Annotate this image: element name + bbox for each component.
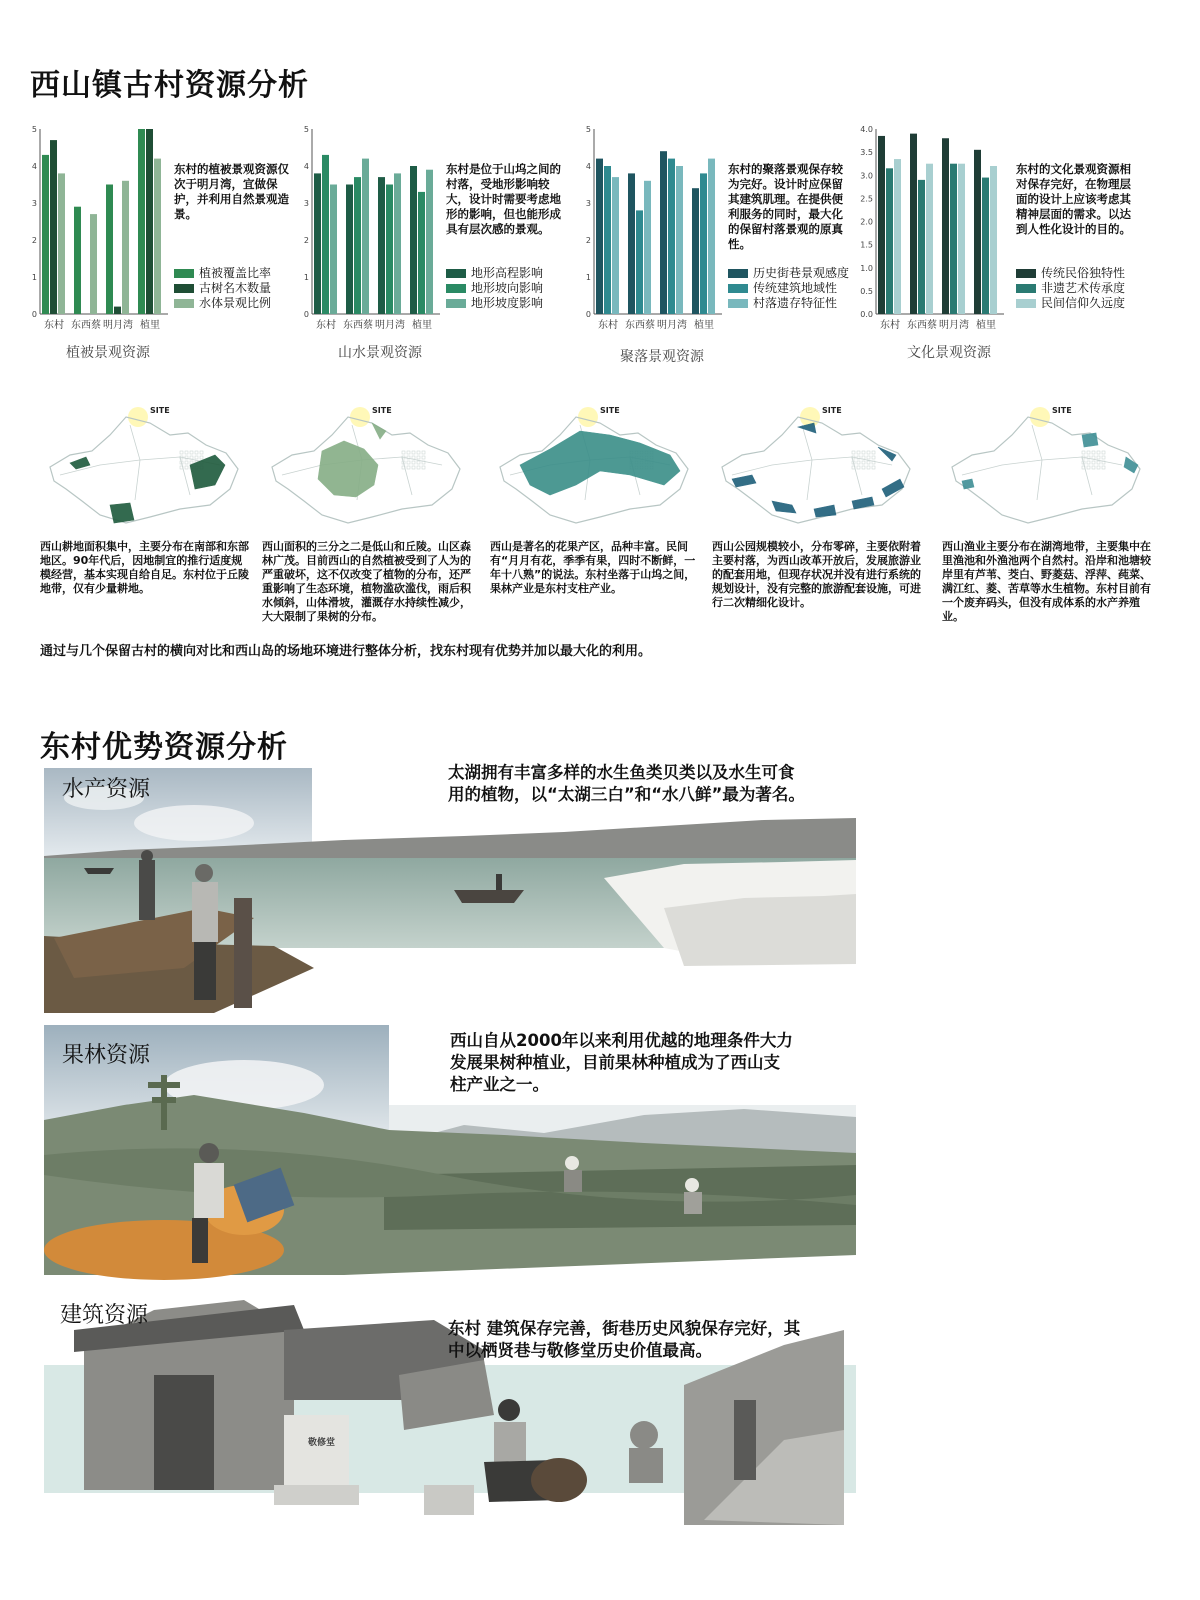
y-tick-label: 3: [585, 199, 591, 208]
y-tick-label: 4: [585, 162, 591, 171]
legend-swatch: [1016, 269, 1036, 278]
map-description: 西山耕地面积集中，主要分布在南部和东部地区。90年代后，因地制宜的推行适度规模经营，基本实现自给自足。东村位于丘陵地带，仅有少量耕地。: [40, 540, 249, 595]
x-tick-label: 东西蔡: [71, 320, 101, 331]
bar: [426, 170, 433, 314]
bar: [330, 185, 337, 315]
legend-item: [174, 296, 271, 310]
village-block: [1097, 451, 1100, 454]
chart-description: 东村的文化景观资源相对保存完好，在物理层面的设计上应该考虑其精神层面的需求。以达到人性化设计的目的。: [1016, 162, 1131, 236]
bar: [926, 164, 933, 314]
bar: [990, 166, 997, 314]
bar: [708, 159, 715, 314]
legend-swatch: [728, 284, 748, 293]
bar: [604, 166, 611, 314]
y-tick-label: 4: [31, 162, 37, 171]
y-tick-label: 0.5: [860, 286, 873, 296]
site-map-svg: [252, 405, 470, 530]
bar: [628, 173, 635, 314]
village-block: [867, 461, 870, 464]
village-block: [862, 461, 865, 464]
village-block: [1102, 451, 1105, 454]
site-map: [702, 405, 920, 530]
bar: [950, 164, 957, 314]
site-label: SITE: [1052, 406, 1072, 415]
x-tick-label: 明月湾: [103, 320, 133, 331]
map-description: 西山面积的三分之二是低山和丘陵。山区森林广茂。目前西山的自然植被受到了人为的严重破坏，这不仅改变了植物的分布，还严重影响了生态环境，植物滥砍滥伐，雨后积水倾斜，山体滑坡，灌溉存水持续性减少，大大限制了果树的分布。: [262, 540, 471, 623]
resource-area: [732, 423, 904, 517]
village-block: [1092, 466, 1095, 469]
village-block: [857, 461, 860, 464]
legend-item: [728, 296, 849, 310]
x-tick-label: 东村: [44, 320, 64, 331]
architecture-description: [448, 1318, 800, 1362]
village-block: [200, 456, 203, 459]
village-block: [180, 451, 183, 454]
x-tick-label: 东西蔡: [907, 320, 937, 331]
village-block: [402, 451, 405, 454]
section2-title: 东村优势资源分析: [40, 730, 288, 765]
bar: [942, 138, 949, 314]
bar: [106, 185, 113, 315]
legend-label: 古树名木数量: [199, 281, 272, 295]
legend-swatch: [174, 269, 194, 278]
architecture-desc-line1: 东村 建筑保存完善，街巷历史风貌保存完好，其: [448, 1319, 801, 1338]
legend-label: 植被覆盖比率: [199, 266, 272, 280]
legend-label: 地形坡向影响: [471, 281, 544, 295]
chart-legend: [174, 266, 271, 311]
chart-caption: 文化景观资源: [907, 345, 991, 361]
plaque-text: 敬修堂: [308, 1438, 336, 1448]
orchard-desc-line3: 柱产业之一。: [450, 1075, 549, 1094]
x-tick-label: 植里: [976, 320, 996, 331]
orchard-description: [450, 1030, 793, 1096]
village-block: [857, 466, 860, 469]
chart-description: 东村的植被景观资源仅次于明月湾，宜做保护，并利用自然景观造景。: [174, 162, 289, 221]
village-block: [867, 456, 870, 459]
section1-title: 西山镇古村资源分析: [30, 68, 309, 103]
chart-vegetation: [28, 124, 318, 374]
y-tick-label: 0.0: [860, 310, 873, 319]
site-map: [480, 405, 698, 530]
y-tick-label: 4.0: [860, 125, 873, 134]
road-lines: [732, 425, 892, 500]
site-label: SITE: [822, 406, 842, 415]
village-block: [862, 456, 865, 459]
village-block: [190, 451, 193, 454]
legend-label: 地形坡度影响: [471, 296, 544, 310]
village-block: [417, 466, 420, 469]
village-block: [1092, 456, 1095, 459]
village-block: [1087, 451, 1090, 454]
village-block: [185, 466, 188, 469]
village-block: [422, 451, 425, 454]
bar: [314, 173, 321, 314]
sun-icon: [578, 407, 598, 427]
bar: [636, 210, 643, 314]
legend-item: [728, 281, 849, 295]
y-tick-label: 0: [31, 310, 37, 319]
legend-label: 村落遗存特征性: [753, 296, 838, 310]
legend-item: [174, 281, 271, 295]
bar: [692, 188, 699, 314]
bar: [90, 214, 97, 314]
legend-swatch: [1016, 299, 1036, 308]
village-block: [1092, 461, 1095, 464]
sun-icon: [128, 407, 148, 427]
y-tick-label: 5: [585, 125, 591, 134]
bar: [644, 181, 651, 314]
village-block: [417, 451, 420, 454]
y-tick-label: 0: [585, 310, 591, 319]
village-block: [1097, 456, 1100, 459]
resource-area: [962, 433, 1138, 489]
bar: [958, 164, 965, 314]
village-block: [412, 456, 415, 459]
y-tick-label: 2: [303, 236, 309, 245]
bar: [894, 159, 901, 314]
site-map-svg: [480, 405, 698, 530]
bar: [918, 180, 925, 314]
chart-culture: [860, 124, 1154, 374]
bar: [596, 159, 603, 314]
bar: [700, 173, 707, 314]
village-block: [195, 451, 198, 454]
site-label: SITE: [150, 406, 170, 415]
village-block: [190, 456, 193, 459]
bar: [878, 136, 885, 314]
village-block: [422, 466, 425, 469]
bar: [58, 173, 65, 314]
site-map: [252, 405, 470, 530]
y-tick-label: 3.0: [860, 171, 873, 181]
chart-legend: [446, 266, 543, 311]
orchard-desc-line1: 西山自从2000年以来利用优越的地理条件大力: [450, 1031, 793, 1050]
village-block: [412, 451, 415, 454]
x-tick-label: 明月湾: [375, 320, 405, 331]
island-outline: [952, 417, 1140, 523]
village-block: [417, 461, 420, 464]
site-map-svg: [30, 405, 248, 530]
chart-legend: [1016, 266, 1125, 311]
village-block: [185, 461, 188, 464]
architecture-desc-line2: 中以栖贤巷与敬修堂历史价值最高。: [448, 1341, 712, 1360]
orchard-title: 果林资源: [62, 1043, 151, 1068]
x-tick-label: 东村: [598, 320, 618, 331]
village-block: [1092, 451, 1095, 454]
y-tick-label: 2: [31, 236, 37, 245]
village-block: [412, 461, 415, 464]
bar: [154, 159, 161, 314]
legend-label: 传统民俗独特性: [1041, 266, 1126, 280]
legend-item: [446, 296, 543, 310]
legend-label: 历史街巷景观感度: [753, 266, 850, 280]
resource-area: [520, 431, 680, 495]
sun-icon: [1030, 407, 1050, 427]
chart-settlement: [582, 124, 872, 374]
map-description: 西山是著名的花果产区，品种丰富。民间有“月月有花，季季有果，四时不断鲜，一年十八熟”的说法。东村坐落于山坞之间，果林产业是东村支柱产业。: [490, 540, 696, 595]
village-block: [1102, 456, 1105, 459]
orchard-desc-line2: 发展果树种植业，目前果林种植成为了西山支: [450, 1053, 780, 1072]
x-tick-label: 植里: [140, 320, 160, 331]
y-tick-label: 1: [585, 273, 591, 282]
architecture-title: 建筑资源: [60, 1303, 149, 1328]
bar: [612, 177, 619, 314]
bar: [974, 150, 981, 314]
bar: [114, 307, 121, 314]
y-tick-label: 5: [31, 125, 37, 134]
x-tick-label: 明月湾: [657, 320, 687, 331]
village-block: [1087, 461, 1090, 464]
y-tick-label: 1: [31, 273, 37, 282]
x-tick-label: 植里: [694, 320, 714, 331]
bar: [322, 155, 329, 314]
aquatic-title: 水产资源: [62, 777, 151, 802]
y-tick-label: 3.5: [860, 148, 873, 158]
chart-landform: [300, 124, 590, 374]
legend-label: 民间信仰久远度: [1041, 296, 1126, 310]
village-block: [185, 451, 188, 454]
chart-caption: 山水景观资源: [338, 345, 422, 361]
legend-swatch: [728, 299, 748, 308]
y-tick-label: 2: [585, 236, 591, 245]
y-tick-label: 0: [303, 310, 309, 319]
site-map: [932, 405, 1150, 530]
village-block: [1082, 451, 1085, 454]
bar: [410, 166, 417, 314]
chart-caption: 植被景观资源: [66, 345, 150, 361]
x-tick-label: 明月湾: [939, 320, 969, 331]
village-block: [412, 466, 415, 469]
aquatic-description: [448, 762, 805, 806]
bar: [982, 178, 989, 314]
resource-area: [318, 423, 386, 497]
bar: [910, 134, 917, 314]
village-block: [1097, 461, 1100, 464]
y-tick-label: 2.0: [860, 217, 873, 227]
legend-swatch: [446, 284, 466, 293]
bar: [676, 166, 683, 314]
bar: [660, 151, 667, 314]
bar: [378, 177, 385, 314]
legend-swatch: [174, 299, 194, 308]
legend-label: 传统建筑地域性: [753, 281, 838, 295]
village-block: [852, 451, 855, 454]
x-tick-label: 东村: [316, 320, 336, 331]
legend-item: [1016, 266, 1125, 280]
map-description: 西山公园规模较小，分布零碎，主要依附着主要村落，为西山改革开放后，发展旅游业的配套用地，但现存状况并没有进行系统的规划设计，没有完整的旅游配套设施，可进行二次精细化设计。: [712, 540, 921, 609]
sun-icon: [350, 407, 370, 427]
bar: [394, 173, 401, 314]
village-block: [190, 461, 193, 464]
bar: [50, 140, 57, 314]
village-block: [1102, 466, 1105, 469]
legend-label: 地形高程影响: [471, 266, 544, 280]
village-block: [872, 451, 875, 454]
y-tick-label: 1.0: [860, 263, 873, 273]
y-tick-label: 2.5: [860, 194, 873, 204]
village-block: [195, 456, 198, 459]
legend-swatch: [174, 284, 194, 293]
aquatic-desc-line1: 太湖拥有丰富多样的水生鱼类贝类以及水生可食: [448, 763, 795, 782]
x-tick-label: 东西蔡: [625, 320, 655, 331]
chart-caption: 聚落景观资源: [620, 349, 704, 365]
bar: [668, 159, 675, 314]
village-block: [407, 451, 410, 454]
y-tick-label: 4: [303, 162, 309, 171]
bar: [346, 185, 353, 315]
legend-item: [728, 266, 849, 280]
bar: [146, 129, 153, 314]
bar: [42, 155, 49, 314]
legend-item: [1016, 281, 1125, 295]
y-tick-label: 5: [303, 125, 309, 134]
site-map-svg: [702, 405, 920, 530]
legend-item: [446, 281, 543, 295]
legend-swatch: [728, 269, 748, 278]
village-block: [857, 451, 860, 454]
legend-item: [1016, 296, 1125, 310]
road-lines: [962, 425, 1122, 500]
village-block: [872, 456, 875, 459]
site-map: [30, 405, 248, 530]
y-tick-label: 3: [303, 199, 309, 208]
village-block: [1087, 466, 1090, 469]
village-block: [407, 461, 410, 464]
chart-description: 东村是位于山坞之间的村落，受地形影响较大，设计时需要考虑地形的影响，但也能形成具有层次感的景观。: [446, 162, 561, 236]
resource-area: [70, 455, 225, 523]
site-map-svg: [932, 405, 1150, 530]
bar: [886, 168, 893, 314]
legend-swatch: [1016, 284, 1036, 293]
chart-legend: [728, 266, 849, 311]
aquatic-desc-line2: 用的植物，以“太湖三白”和“水八鲜”最为著名。: [448, 785, 805, 804]
map-description: 西山渔业主要分布在湖湾地带，主要集中在里渔池和外渔池两个自然村。沿岸和池塘较岸里有芦苇、茭白、野菱菇、浮萍、莼菜、满江红、菱、苦草等水生植物。东村目前有一个废弃码头，但没有成体系的水产养殖业。: [942, 540, 1151, 623]
legend-item: [174, 266, 271, 280]
village-block: [417, 456, 420, 459]
x-tick-label: 植里: [412, 320, 432, 331]
legend-label: 非遗艺术传承度: [1041, 281, 1126, 295]
bar: [138, 129, 145, 314]
bar: [74, 207, 81, 314]
section1-summary: 通过与几个保留古村的横向对比和西山岛的场地环境进行整体分析，找东村现有优势并加以最大化的利用。: [40, 644, 652, 659]
bar: [122, 181, 129, 314]
x-tick-label: 东村: [880, 320, 900, 331]
legend-item: [446, 266, 543, 280]
y-tick-label: 3: [31, 199, 37, 208]
village-block: [200, 451, 203, 454]
legend-swatch: [446, 269, 466, 278]
legend-swatch: [446, 299, 466, 308]
bar: [354, 177, 361, 314]
bar: [362, 159, 369, 314]
site-label: SITE: [600, 406, 620, 415]
x-tick-label: 东西蔡: [343, 320, 373, 331]
village-block: [862, 466, 865, 469]
village-block: [862, 451, 865, 454]
site-label: SITE: [372, 406, 392, 415]
village-block: [867, 466, 870, 469]
village-block: [407, 466, 410, 469]
bar: [418, 192, 425, 314]
village-block: [867, 451, 870, 454]
bar: [386, 185, 393, 315]
chart-description: 东村的聚落景观保存较为完好。设计时应保留其建筑肌理。在提供便利服务的同时，最大化的保留村落景观的原真性。: [728, 162, 843, 251]
village-block: [1097, 466, 1100, 469]
village-block: [422, 456, 425, 459]
village-block: [872, 466, 875, 469]
y-tick-label: 1.5: [860, 240, 873, 250]
legend-label: 水体景观比例: [199, 296, 272, 310]
y-tick-label: 1: [303, 273, 309, 282]
